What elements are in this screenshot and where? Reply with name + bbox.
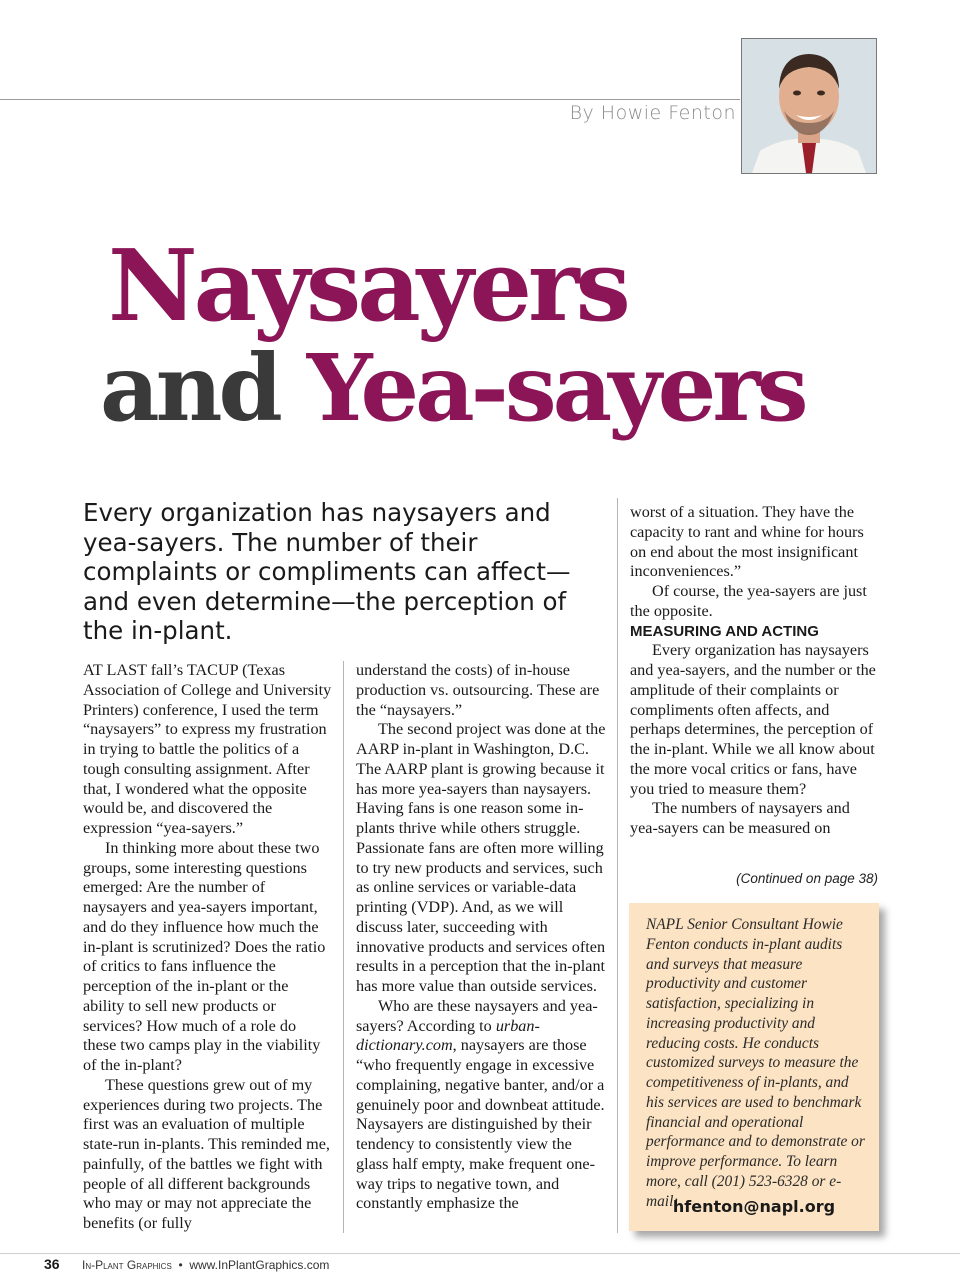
article-column-1 [83, 661, 333, 1234]
paragraph [356, 997, 606, 1214]
paragraph-text: , naysayers are those “who frequently engage in excessive complaining, negative banter, and/or a genuinely poor and downbeat attitude. Naysayers are distinguished by their tendency to consistently view the glass half empty, make frequent one-way trips to negative town, and constantly emphasize the [356, 1036, 605, 1213]
author-email-link[interactable]: hfenton@napl.org [672, 1197, 836, 1216]
section-subhead: MEASURING AND ACTING [630, 622, 819, 640]
website-reference: urban-dictionary.com [356, 1016, 540, 1055]
paragraph: AT LAST fall’s TACUP (Texas Association of College and University Printers) conference, I used the term “naysayers” to express my frustration in trying to battle the politics of a tough consulting assignment. After that, I wondered what the opposite would be, and discovered the expression “yea-sayers.” [83, 661, 332, 837]
headline-and: and [100, 334, 279, 442]
publication-name: In-Plant Graphics [82, 1258, 172, 1272]
footer-separator: • [178, 1258, 183, 1272]
footer [82, 1258, 329, 1272]
column-divider [617, 498, 618, 1233]
paragraph: Every organization has naysayers and yea-sayers, and the number or the amplitude of their complaints or compliments often affects, and perhaps determines, the perception of the in-plant. While we all know about the more vocal critics or fans, have you tried to measure them? [630, 641, 876, 798]
paragraph: The second project was done at the AARP in-plant in Washington, D.C. The AARP plant is growing because it has more yea-sayers than naysayers. Having fans is one reason some in-plants thrive while others struggle. Passionate fans are often more willing to try new products and services, such as online services or variable-data printing (VDP). And, as we will discuss later, succeeding with innovative products and services often results in a perception that the in-plant has more value than outside services. [356, 720, 606, 995]
header-rule [0, 99, 740, 100]
article-column-2 [356, 661, 606, 1214]
paragraph: In thinking more about these two groups, some interesting questions emerged: Are the number of naysayers and yea-sayers important, and do they influence how much the in-plant is scrutinized? Does the ratio of critics to fans influence the perception of the in-plant or the ability to sell new products or services? How much of a role do these two camps play in the viability of the in-plant? [83, 838, 326, 1074]
page-number: 36 [44, 1256, 60, 1272]
headline-line-2 [100, 334, 805, 442]
column-divider [343, 661, 344, 1233]
article-column-3 [630, 503, 880, 839]
author-photo [741, 38, 877, 174]
deck-intro: Every organization has naysayers and yea-sayers. The number of their complaints or compliments can affect—and even determine—the perception of the in-plant. [83, 498, 571, 645]
byline: By Howie Fenton [569, 102, 736, 124]
paragraph: These questions grew out of my experiences during two projects. The first was an evaluation of multiple state-run in-plants. This reminded me, painfully, of the battles we fight with people of all different backgrounds who may or may not appreciate the benefits (or fully [83, 1075, 330, 1232]
paragraph-text: Who are these naysayers and yea-sayers? According to [356, 996, 598, 1035]
paragraph: The numbers of naysayers and yea-sayers can be measured on [630, 799, 850, 837]
paragraph: worst of a situation. They have the capacity to rant and whine for hours on end about the most insignificant inconveniences.” [630, 503, 864, 581]
headline-line-1: Naysayers [108, 229, 627, 344]
continued-note: (Continued on page 38) [736, 871, 878, 886]
footer-rule [0, 1253, 960, 1254]
author-bio-box [629, 903, 879, 1231]
website-link[interactable]: www.InPlantGraphics.com [189, 1258, 330, 1272]
headline-yea-sayers: Yea-sayers [306, 334, 805, 442]
paragraph: Of course, the yea-sayers are just the opposite. [630, 582, 867, 620]
paragraph: understand the costs) of in-house production vs. outsourcing. These are the “naysayers.” [356, 661, 600, 719]
author-bio-text: NAPL Senior Consultant Howie Fenton conducts in-plant audits and surveys that measure productivity and customer satisfaction, specializing in increasing productivity and reducing costs. He conducts customized surveys to measure the competitiveness of in-plants, and his services are used to benchmark financial and operational performance and to demonstrate or improve performance. To learn more, call (201) 523-6328 or e-mail: [646, 916, 865, 1210]
